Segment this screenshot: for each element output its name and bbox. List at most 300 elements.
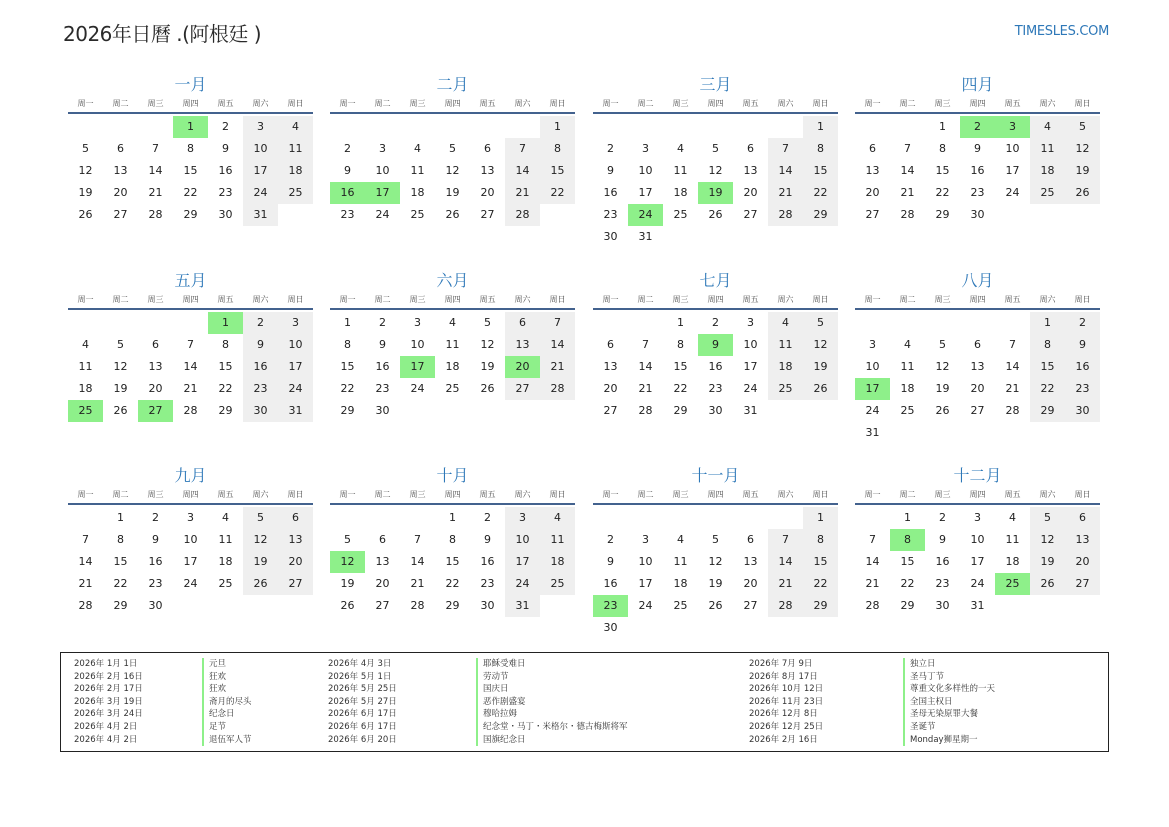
day-cell: 28 bbox=[865, 599, 880, 612]
weekday-label: 周三 bbox=[409, 490, 426, 499]
holiday-day-cell: 2 bbox=[960, 116, 995, 138]
holiday-day-cell: 20 bbox=[505, 356, 540, 378]
day-cell-empty bbox=[768, 507, 803, 529]
weekday-header bbox=[68, 487, 313, 505]
day-cell-empty bbox=[995, 312, 1030, 334]
day-cell: 30 bbox=[243, 400, 278, 422]
day-cell: 6 bbox=[747, 142, 754, 155]
holiday-name: 纪念堂・马丁・米格尔・德古梅斯将军 bbox=[476, 721, 628, 734]
weekday-label: 周五 bbox=[479, 490, 496, 499]
day-cell: 2 bbox=[379, 316, 386, 329]
day-cell-empty bbox=[470, 116, 505, 138]
weekday-label: 周日 bbox=[1074, 490, 1091, 499]
day-cell: 7 bbox=[152, 142, 159, 155]
day-cell: 13 bbox=[113, 164, 128, 177]
weekday-label: 周五 bbox=[217, 295, 234, 304]
month-block bbox=[330, 270, 575, 422]
weekday-label: 周五 bbox=[742, 490, 759, 499]
weekday-label: 周四 bbox=[444, 490, 461, 499]
weekday-label: 周一 bbox=[864, 490, 881, 499]
day-cell: 14 bbox=[505, 160, 540, 182]
day-cell: 19 bbox=[935, 382, 950, 395]
day-cell: 10 bbox=[638, 555, 653, 568]
weekday-label: 周二 bbox=[374, 99, 391, 108]
holiday-day-cell: 16 bbox=[330, 182, 365, 204]
weekday-label: 周六 bbox=[777, 99, 794, 108]
day-cell: 28 bbox=[768, 595, 803, 617]
holiday-date: 2026年 8月 17日 bbox=[749, 671, 818, 682]
day-cell-empty bbox=[138, 116, 173, 138]
month-name: 二月 bbox=[436, 75, 469, 94]
day-cell: 8 bbox=[939, 142, 946, 155]
day-cell-empty bbox=[138, 312, 173, 334]
month-name: 十月 bbox=[436, 466, 469, 485]
weekday-label: 周四 bbox=[444, 295, 461, 304]
holiday-name: 退伍军人节 bbox=[202, 734, 252, 747]
day-cell: 4 bbox=[449, 316, 456, 329]
weekday-label: 周三 bbox=[147, 490, 164, 499]
day-cell: 26 bbox=[1030, 573, 1065, 595]
day-cell: 3 bbox=[747, 316, 754, 329]
day-cell: 16 bbox=[603, 577, 618, 590]
holiday-name: 足节 bbox=[202, 721, 226, 734]
weekday-label: 周日 bbox=[1074, 99, 1091, 108]
day-cell: 15 bbox=[540, 160, 575, 182]
weekday-label: 周二 bbox=[637, 490, 654, 499]
day-cell: 14 bbox=[148, 164, 163, 177]
day-cell: 24 bbox=[970, 577, 985, 590]
day-cell: 14 bbox=[1005, 360, 1020, 373]
month-block bbox=[593, 465, 838, 639]
day-cell-empty bbox=[103, 116, 138, 138]
day-cell: 6 bbox=[117, 142, 124, 155]
weekday-label: 周五 bbox=[1004, 295, 1021, 304]
day-cell-empty bbox=[435, 116, 470, 138]
day-cell: 16 bbox=[243, 356, 278, 378]
day-cell: 16 bbox=[935, 555, 950, 568]
day-cell: 8 bbox=[187, 142, 194, 155]
day-cell-empty bbox=[68, 116, 103, 138]
day-cell: 7 bbox=[768, 138, 803, 160]
day-cell: 26 bbox=[935, 404, 950, 417]
day-cell: 1 bbox=[677, 316, 684, 329]
day-cell: 15 bbox=[445, 555, 460, 568]
holiday-name: 狂欢 bbox=[202, 683, 226, 696]
day-cell: 11 bbox=[445, 338, 460, 351]
day-cell: 15 bbox=[340, 360, 355, 373]
day-cell: 2 bbox=[939, 511, 946, 524]
day-cell-empty bbox=[960, 312, 995, 334]
day-cell-empty bbox=[855, 116, 890, 138]
day-cell: 4 bbox=[1009, 511, 1016, 524]
weekday-label: 周三 bbox=[147, 99, 164, 108]
weekday-header bbox=[593, 96, 838, 114]
day-cell: 15 bbox=[935, 164, 950, 177]
holiday-name: 纪念日 bbox=[202, 708, 235, 721]
day-cell: 14 bbox=[410, 555, 425, 568]
day-cell: 6 bbox=[607, 338, 614, 351]
holiday-date: 2026年 6月 17日 bbox=[328, 722, 397, 732]
day-cell: 6 bbox=[484, 142, 491, 155]
day-grid bbox=[330, 505, 575, 617]
holiday-day-cell: 1 bbox=[173, 116, 208, 138]
day-cell: 20 bbox=[743, 186, 758, 199]
day-cell: 17 bbox=[243, 160, 278, 182]
day-cell: 19 bbox=[480, 360, 495, 373]
weekday-label: 周日 bbox=[812, 490, 829, 499]
day-cell: 9 bbox=[243, 334, 278, 356]
day-cell: 5 bbox=[1065, 116, 1100, 138]
holiday-name: 恶作剧盛宴 bbox=[476, 696, 526, 709]
weekday-label: 周三 bbox=[934, 99, 951, 108]
day-cell: 9 bbox=[379, 338, 386, 351]
weekday-label: 周六 bbox=[514, 99, 531, 108]
day-cell: 17 bbox=[183, 555, 198, 568]
weekday-label: 周五 bbox=[479, 295, 496, 304]
day-cell: 9 bbox=[1065, 334, 1100, 356]
day-cell: 27 bbox=[743, 599, 758, 612]
day-cell: 19 bbox=[113, 382, 128, 395]
day-cell: 25 bbox=[673, 599, 688, 612]
day-cell: 21 bbox=[78, 577, 93, 590]
day-cell: 14 bbox=[865, 555, 880, 568]
day-cell: 21 bbox=[768, 573, 803, 595]
day-grid bbox=[68, 114, 313, 226]
weekday-label: 周日 bbox=[1074, 295, 1091, 304]
day-grid bbox=[68, 310, 313, 422]
day-cell: 26 bbox=[708, 208, 723, 221]
day-cell: 11 bbox=[1030, 138, 1065, 160]
weekday-label: 周日 bbox=[549, 295, 566, 304]
day-cell: 14 bbox=[638, 360, 653, 373]
day-cell: 30 bbox=[603, 621, 618, 634]
weekday-label: 周五 bbox=[217, 99, 234, 108]
day-cell: 18 bbox=[218, 555, 233, 568]
day-cell: 28 bbox=[410, 599, 425, 612]
day-cell-empty bbox=[733, 507, 768, 529]
day-cell: 26 bbox=[78, 208, 93, 221]
day-cell: 8 bbox=[803, 529, 838, 551]
holiday-list bbox=[60, 652, 1109, 752]
day-cell: 4 bbox=[540, 507, 575, 529]
day-cell: 15 bbox=[803, 160, 838, 182]
day-cell: 22 bbox=[673, 382, 688, 395]
day-cell: 31 bbox=[970, 599, 985, 612]
day-cell: 23 bbox=[935, 577, 950, 590]
day-cell: 31 bbox=[505, 595, 540, 617]
day-cell: 20 bbox=[1065, 551, 1100, 573]
day-cell: 30 bbox=[148, 599, 163, 612]
holiday-name: 狂欢 bbox=[202, 671, 226, 684]
weekday-label: 周二 bbox=[899, 99, 916, 108]
month-block bbox=[593, 270, 838, 422]
weekday-label: 周三 bbox=[934, 490, 951, 499]
day-cell: 29 bbox=[673, 404, 688, 417]
day-cell: 28 bbox=[183, 404, 198, 417]
month-name: 九月 bbox=[174, 466, 207, 485]
day-cell-empty bbox=[505, 116, 540, 138]
day-cell: 6 bbox=[1065, 507, 1100, 529]
weekday-label: 周一 bbox=[602, 295, 619, 304]
day-cell: 2 bbox=[607, 533, 614, 546]
brand-link[interactable]: TIMESLES.COM bbox=[1014, 24, 1109, 39]
weekday-label: 周四 bbox=[182, 295, 199, 304]
day-cell-empty bbox=[628, 507, 663, 529]
holiday-name: 穆哈拉姆 bbox=[476, 708, 517, 721]
holiday-day-cell: 8 bbox=[890, 529, 925, 551]
day-cell: 11 bbox=[1005, 533, 1020, 546]
day-cell: 26 bbox=[803, 378, 838, 400]
holiday-name: 尊重文化多样性的一天 bbox=[903, 683, 995, 696]
day-cell: 11 bbox=[673, 164, 688, 177]
weekday-label: 周一 bbox=[339, 99, 356, 108]
day-cell-empty bbox=[330, 507, 365, 529]
day-cell: 18 bbox=[1030, 160, 1065, 182]
day-cell: 5 bbox=[803, 312, 838, 334]
holiday-name: 全国主权日 bbox=[903, 696, 953, 709]
day-cell: 25 bbox=[218, 577, 233, 590]
day-grid bbox=[593, 505, 838, 639]
weekday-label: 周六 bbox=[1039, 490, 1056, 499]
day-cell: 24 bbox=[865, 404, 880, 417]
day-cell: 22 bbox=[218, 382, 233, 395]
day-cell-empty bbox=[733, 116, 768, 138]
day-cell: 7 bbox=[414, 533, 421, 546]
month-block bbox=[68, 465, 313, 617]
day-cell: 16 bbox=[603, 186, 618, 199]
day-cell: 18 bbox=[768, 356, 803, 378]
day-cell: 18 bbox=[445, 360, 460, 373]
day-cell-empty bbox=[855, 312, 890, 334]
month-name: 七月 bbox=[699, 271, 732, 290]
day-cell: 7 bbox=[540, 312, 575, 334]
weekday-label: 周四 bbox=[444, 99, 461, 108]
day-cell-empty bbox=[698, 507, 733, 529]
day-cell: 24 bbox=[638, 599, 653, 612]
day-cell: 31 bbox=[278, 400, 313, 422]
day-cell: 24 bbox=[183, 577, 198, 590]
day-cell: 11 bbox=[768, 334, 803, 356]
day-cell: 26 bbox=[340, 599, 355, 612]
holiday-date: 2026年 11月 23日 bbox=[749, 696, 824, 707]
holiday-date: 2026年 4月 2日 bbox=[74, 734, 138, 745]
day-cell: 30 bbox=[603, 230, 618, 243]
day-cell: 7 bbox=[768, 529, 803, 551]
day-cell: 20 bbox=[970, 382, 985, 395]
day-cell: 29 bbox=[935, 208, 950, 221]
day-cell: 6 bbox=[278, 507, 313, 529]
day-cell: 4 bbox=[768, 312, 803, 334]
day-cell: 27 bbox=[743, 208, 758, 221]
day-cell: 28 bbox=[768, 204, 803, 226]
weekday-label: 周三 bbox=[934, 295, 951, 304]
weekday-label: 周六 bbox=[777, 490, 794, 499]
day-cell: 27 bbox=[278, 573, 313, 595]
holiday-date: 2026年 4月 3日 bbox=[328, 659, 392, 669]
day-cell: 3 bbox=[642, 142, 649, 155]
month-block bbox=[855, 74, 1100, 226]
day-grid bbox=[855, 505, 1100, 617]
day-cell-empty bbox=[855, 507, 890, 529]
day-cell: 5 bbox=[939, 338, 946, 351]
day-cell: 16 bbox=[218, 164, 233, 177]
day-cell-empty bbox=[925, 312, 960, 334]
day-cell: 17 bbox=[638, 186, 653, 199]
holiday-name: Monday狮星期一 bbox=[903, 734, 978, 747]
day-cell: 16 bbox=[148, 555, 163, 568]
day-cell: 22 bbox=[1030, 378, 1065, 400]
day-cell: 22 bbox=[340, 382, 355, 395]
day-cell: 18 bbox=[900, 382, 915, 395]
day-cell: 7 bbox=[642, 338, 649, 351]
day-cell: 22 bbox=[935, 186, 950, 199]
day-cell-empty bbox=[173, 312, 208, 334]
weekday-label: 周二 bbox=[899, 490, 916, 499]
day-cell: 4 bbox=[904, 338, 911, 351]
day-cell-empty bbox=[628, 312, 663, 334]
month-name: 五月 bbox=[174, 271, 207, 290]
weekday-label: 周二 bbox=[637, 99, 654, 108]
day-cell: 25 bbox=[540, 573, 575, 595]
weekday-label: 周日 bbox=[287, 295, 304, 304]
day-cell: 30 bbox=[375, 404, 390, 417]
weekday-label: 周四 bbox=[707, 490, 724, 499]
holiday-day-cell: 3 bbox=[995, 116, 1030, 138]
day-cell: 29 bbox=[183, 208, 198, 221]
holiday-date: 2026年 6月 17日 bbox=[328, 709, 397, 720]
weekday-label: 周一 bbox=[339, 295, 356, 304]
month-name: 四月 bbox=[961, 75, 994, 94]
day-cell: 11 bbox=[673, 555, 688, 568]
day-cell: 18 bbox=[540, 551, 575, 573]
day-cell: 18 bbox=[1005, 555, 1020, 568]
day-cell: 4 bbox=[82, 338, 89, 351]
day-cell: 17 bbox=[278, 356, 313, 378]
month-name: 三月 bbox=[699, 75, 732, 94]
day-cell: 27 bbox=[970, 404, 985, 417]
day-cell: 13 bbox=[743, 555, 758, 568]
weekday-label: 周六 bbox=[514, 490, 531, 499]
weekday-label: 周二 bbox=[112, 490, 129, 499]
day-cell: 30 bbox=[480, 599, 495, 612]
weekday-label: 周三 bbox=[409, 295, 426, 304]
day-cell-empty bbox=[330, 116, 365, 138]
day-cell: 22 bbox=[803, 573, 838, 595]
day-cell: 12 bbox=[1030, 529, 1065, 551]
weekday-label: 周日 bbox=[287, 490, 304, 499]
day-cell: 30 bbox=[218, 208, 233, 221]
day-cell: 7 bbox=[1009, 338, 1016, 351]
weekday-label: 周二 bbox=[112, 295, 129, 304]
weekday-label: 周三 bbox=[672, 295, 689, 304]
day-cell: 14 bbox=[900, 164, 915, 177]
day-cell: 24 bbox=[1005, 186, 1020, 199]
holiday-name: 斋月的尽头 bbox=[202, 696, 252, 709]
month-name: 一月 bbox=[174, 75, 207, 94]
day-cell: 13 bbox=[148, 360, 163, 373]
day-cell: 28 bbox=[505, 204, 540, 226]
month-name: 十一月 bbox=[691, 466, 740, 485]
day-cell: 6 bbox=[379, 533, 386, 546]
day-cell: 26 bbox=[243, 573, 278, 595]
holiday-day-cell: 9 bbox=[698, 334, 733, 356]
holiday-day-cell: 17 bbox=[855, 378, 890, 400]
day-cell: 18 bbox=[673, 186, 688, 199]
day-cell: 22 bbox=[445, 577, 460, 590]
day-cell-empty bbox=[103, 312, 138, 334]
weekday-label: 周四 bbox=[969, 295, 986, 304]
day-cell: 1 bbox=[449, 511, 456, 524]
day-cell: 15 bbox=[673, 360, 688, 373]
day-cell-empty bbox=[68, 507, 103, 529]
day-cell: 29 bbox=[900, 599, 915, 612]
day-grid bbox=[593, 114, 838, 248]
holiday-name: 劳动节 bbox=[476, 671, 509, 684]
weekday-label: 周一 bbox=[77, 295, 94, 304]
day-cell: 19 bbox=[1030, 551, 1065, 573]
day-cell: 28 bbox=[638, 404, 653, 417]
weekday-header bbox=[593, 487, 838, 505]
day-cell: 14 bbox=[768, 160, 803, 182]
day-grid bbox=[855, 114, 1100, 226]
holiday-day-cell: 25 bbox=[995, 573, 1030, 595]
day-cell: 20 bbox=[865, 186, 880, 199]
weekday-label: 周四 bbox=[182, 490, 199, 499]
weekday-label: 周五 bbox=[1004, 490, 1021, 499]
weekday-header bbox=[68, 292, 313, 310]
weekday-label: 周三 bbox=[409, 99, 426, 108]
day-cell: 3 bbox=[379, 142, 386, 155]
month-block bbox=[593, 74, 838, 248]
day-cell: 16 bbox=[970, 164, 985, 177]
day-cell: 7 bbox=[187, 338, 194, 351]
weekday-label: 周六 bbox=[252, 295, 269, 304]
day-cell-empty bbox=[663, 116, 698, 138]
day-cell: 23 bbox=[603, 208, 618, 221]
day-cell: 2 bbox=[1065, 312, 1100, 334]
day-cell: 23 bbox=[375, 382, 390, 395]
day-cell: 31 bbox=[243, 204, 278, 226]
day-cell: 15 bbox=[900, 555, 915, 568]
holiday-day-cell: 17 bbox=[400, 356, 435, 378]
weekday-label: 周一 bbox=[602, 99, 619, 108]
holiday-date: 2026年 3月 19日 bbox=[74, 696, 143, 707]
month-name: 六月 bbox=[436, 271, 469, 290]
day-cell: 26 bbox=[113, 404, 128, 417]
weekday-label: 周日 bbox=[812, 99, 829, 108]
day-cell: 26 bbox=[480, 382, 495, 395]
weekday-label: 周二 bbox=[637, 295, 654, 304]
day-cell: 5 bbox=[82, 142, 89, 155]
day-cell: 24 bbox=[375, 208, 390, 221]
holiday-date: 2026年 5月 25日 bbox=[328, 684, 397, 695]
day-cell: 3 bbox=[642, 533, 649, 546]
day-cell: 11 bbox=[278, 138, 313, 160]
day-cell: 5 bbox=[712, 533, 719, 546]
day-cell: 9 bbox=[222, 142, 229, 155]
weekday-header bbox=[855, 292, 1100, 310]
day-cell: 24 bbox=[243, 182, 278, 204]
day-cell: 19 bbox=[445, 186, 460, 199]
day-grid bbox=[330, 310, 575, 422]
day-cell-empty bbox=[593, 507, 628, 529]
day-cell: 1 bbox=[803, 116, 838, 138]
day-cell: 5 bbox=[344, 533, 351, 546]
weekday-label: 周四 bbox=[969, 490, 986, 499]
weekday-label: 周四 bbox=[707, 295, 724, 304]
holiday-date: 2026年 2月 16日 bbox=[74, 671, 143, 682]
day-cell: 18 bbox=[78, 382, 93, 395]
